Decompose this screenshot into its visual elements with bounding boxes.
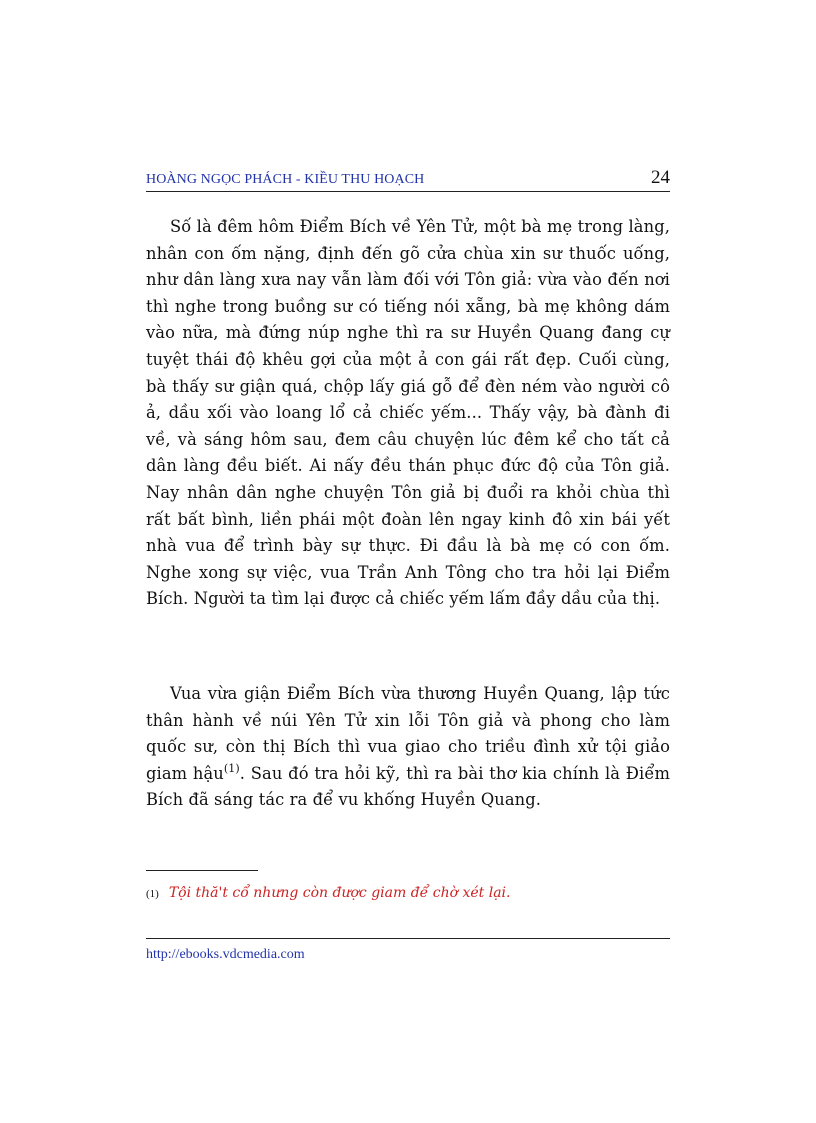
paragraph-2-text: Vua vừa giận Điểm Bích vừa thương Huyền Quang, lập tức thân hành về núi Yên Tử xin lỗi Tôn giả và phong cho làm quốc sư, còn thị Bích thì vua giao cho triều đình xử tội giảo giam hậu	[146, 684, 670, 783]
footnote-marker: (1)	[146, 888, 159, 900]
footer-link[interactable]: http://ebooks.vdcmedia.com	[146, 947, 305, 962]
page-header	[146, 165, 670, 192]
header-title: HOÀNG NGỌC PHÁCH - KIỀU THU HOẠCH	[146, 172, 425, 187]
footnote-reference[interactable]: (1)	[223, 761, 240, 775]
paragraph-1: Số là đêm hôm Điểm Bích về Yên Tử, một bà mẹ trong làng, nhân con ốm nặng, định đến gõ cửa chùa xin sư thuốc uống, như dân làng xưa nay vẫn làm đối với Tôn giả: vừa vào đến nơi thì nghe trong buồng sư có tiếng nói xẵng, bà mẹ không dám vào nữa, mà đứng núp nghe thì ra sư Huyền Quang đang cự tuyệt thái độ khêu gợi của một ả con gái rất đẹp. Cuối cùng, bà thấy sư giận quá, chộp lấy giá gỗ để đèn ném vào người cô ả, dầu xối vào loang lổ cả chiếc yếm... Thấy vậy, bà đành đi về, và sáng hôm sau, đem câu chuyện lúc đêm kể cho tất cả dân làng đều biết. Ai nấy đều thán phục đức độ của Tôn giả. Nay nhân dân nghe chuyện Tôn giả bị đuổi ra khỏi chùa thì rất bất bình, liền phái một đoàn lên ngay kinh đô xin bái yết nhà vua để trình bày sự thực. Đi đầu là bà mẹ có con ốm. Nghe xong sự việc, vua Trần Anh Tông cho tra hỏi lại Điểm Bích. Người ta tìm lại được cả chiếc yếm lấm đầy dầu của thị.	[146, 217, 670, 609]
footnote	[146, 885, 670, 901]
paragraph-2-continuation: . Sau đó tra hỏi kỹ, thì ra bài thơ kia chính là Điểm Bích đã sáng tác ra để vu khống Huyền Quang.	[146, 763, 670, 810]
footer-divider	[146, 938, 670, 939]
footnote-text: Tội thă't cổ nhưng còn được giam để chờ xét lại.	[168, 885, 511, 901]
paragraph-2	[146, 681, 670, 814]
footnote-divider	[146, 870, 258, 871]
page-number: 24	[651, 167, 670, 188]
